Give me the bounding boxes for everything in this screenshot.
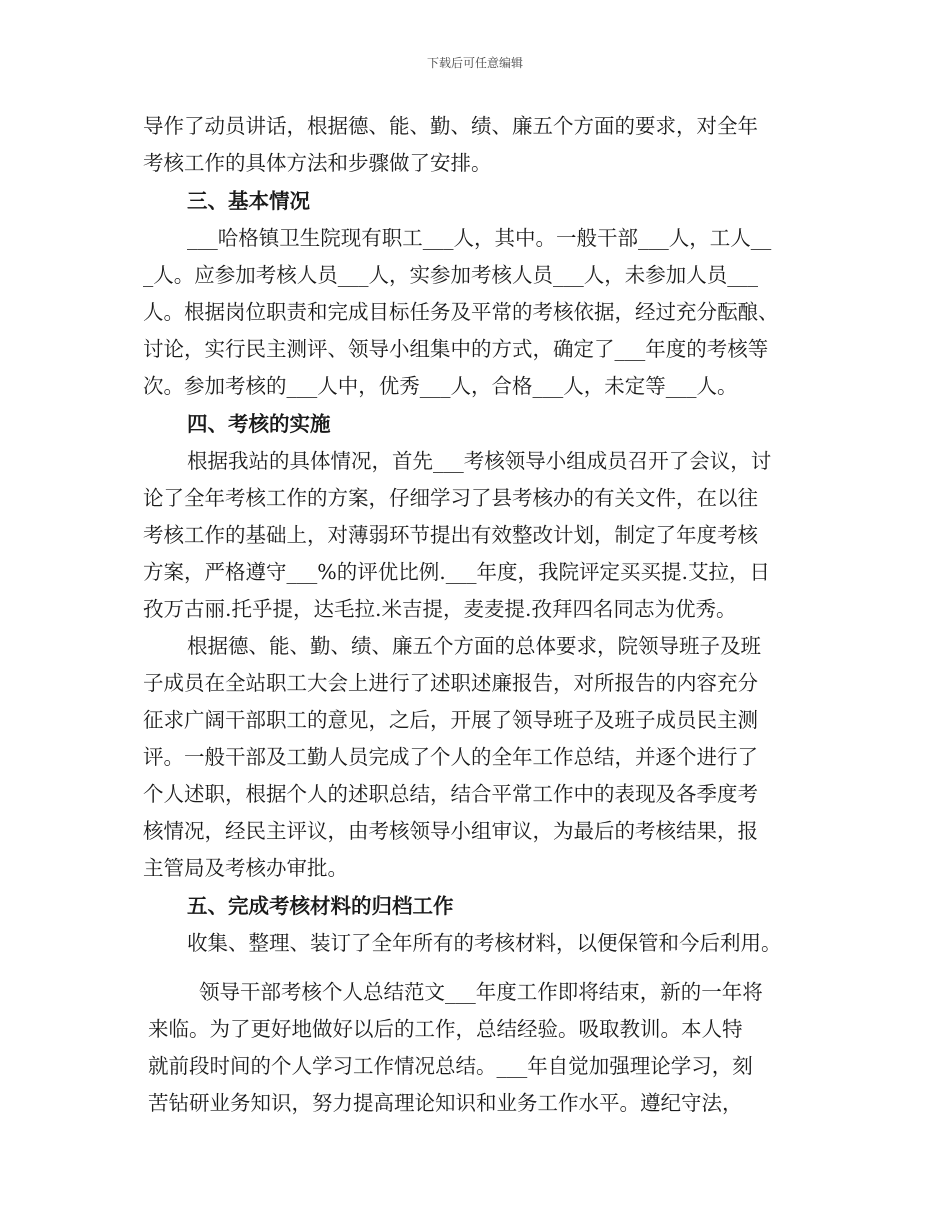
body-line: 子成员在全站职工大会上进行了述职述廉报告，对所报告的内容充分 xyxy=(143,671,758,695)
body-line: 考核工作的具体方法和步骤做了安排。 xyxy=(143,151,492,175)
page-header: 下载后可任意编辑 xyxy=(426,56,523,70)
body-line: 考核工作的基础上，对薄弱环节提出有效整改计划，制定了年度考核 xyxy=(143,523,758,547)
body-line: ___哈格镇卫生院现有职工___人，其中。一般干部___人，工人__ xyxy=(187,226,772,250)
body-line: 根据德、能、勤、绩、廉五个方面的总体要求，院领导班子及班 xyxy=(187,634,761,658)
body-line: 来临。为了更好地做好以后的工作，总结经验。吸取教训。本人特 xyxy=(148,1017,743,1041)
body-line: 主管局及考核办审批。 xyxy=(143,856,348,880)
body-line: 次。参加考核的___人中，优秀___人，合格___人，未定等___人。 xyxy=(143,374,738,398)
body-line: 孜万古丽.托乎提，达毛拉.米吉提，麦麦提.孜拜四名同志为优秀。 xyxy=(143,597,737,621)
body-line: 征求广阔干部职工的意见，之后，开展了领导班子及班子成员民主测 xyxy=(143,708,758,732)
body-line: 就前段时间的个人学习工作情况总结。___年自觉加强理论学习，刻 xyxy=(148,1054,753,1078)
body-line: 导作了动员讲话，根据德、能、勤、绩、廉五个方面的要求，对全年 xyxy=(143,114,758,138)
body-line: 评。一般干部及工勤人员完成了个人的全年工作总结，并逐个进行了 xyxy=(143,745,758,769)
section-heading: 五、完成考核材料的归档工作 xyxy=(187,894,454,918)
body-line: 收集、整理、装订了全年所有的考核材料，以便保管和今后利用。 xyxy=(187,931,782,955)
section-heading: 三、基本情况 xyxy=(187,189,310,213)
body-line: 苦钻研业务知识，努力提高理论知识和业务工作水平。遵纪守法， xyxy=(148,1091,743,1115)
body-line: 根据我站的具体情况，首先___考核领导小组成员召开了会议，讨 xyxy=(187,449,772,473)
body-line: 个人述职，根据个人的述职总结，结合平常工作中的表现及各季度考 xyxy=(143,782,758,806)
body-line: 人。根据岗位职责和完成目标任务及平常的考核依据，经过充分酝酿、 xyxy=(143,300,779,324)
body-line: 论了全年考核工作的方案，仔细学习了县考核办的有关文件，在以往 xyxy=(143,486,758,510)
body-line: 领导干部考核个人总结范文___年度工作即将结束，新的一年将 xyxy=(199,980,763,1004)
body-line: _人。应参加考核人员___人，实参加考核人员___人，未参加人员___ xyxy=(143,263,758,287)
body-line: 核情况，经民主评议，由考核领导小组审议，为最后的考核结果，报 xyxy=(143,819,758,843)
body-line: 讨论，实行民主测评、领导小组集中的方式，确定了___年度的考核等 xyxy=(143,337,769,361)
section-heading: 四、考核的实施 xyxy=(187,412,331,436)
body-line: 方案，严格遵守___%的评优比例.___年度，我院评定买买提.艾拉，日 xyxy=(143,560,771,584)
